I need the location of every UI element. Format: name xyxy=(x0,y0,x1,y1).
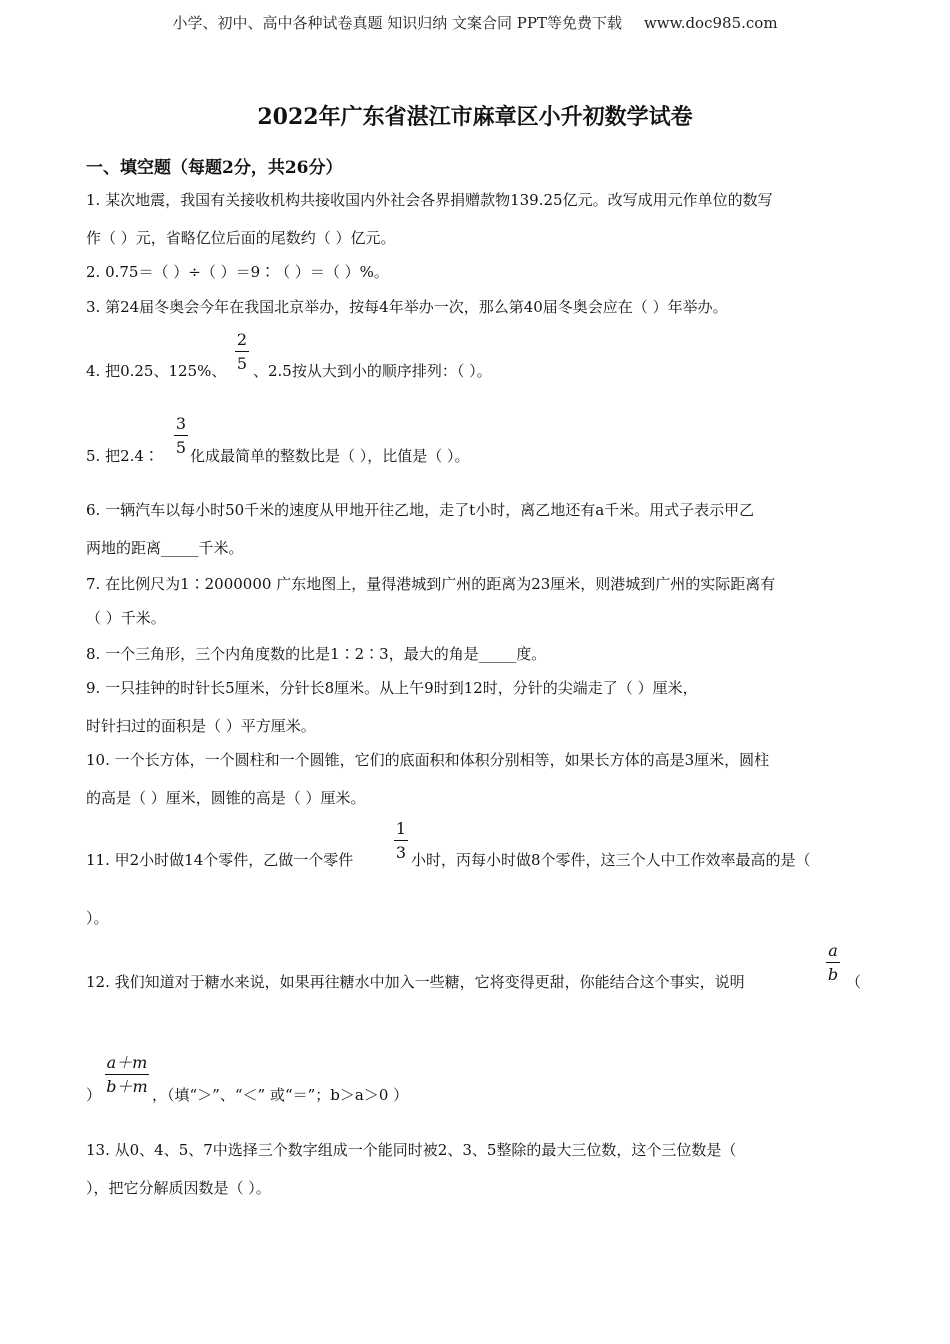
denominator: 5 xyxy=(175,438,187,457)
numerator: 1 xyxy=(395,819,407,838)
fraction-a-over-b xyxy=(824,942,842,984)
fraction-three-fifths xyxy=(172,415,190,457)
denominator: 5 xyxy=(236,354,248,373)
question-12-part-2: （ xyxy=(846,973,862,991)
question-13-line-2: ），把它分解质因数是（ ）。 xyxy=(86,1179,271,1197)
question-5-part-2: 化成最简单的整数比是（ ），比值是（ ）。 xyxy=(190,447,470,465)
fraction-a-plus-m-over-b-plus-m xyxy=(103,1054,151,1096)
question-1-line-2: 作（ ）元，省略亿位后面的尾数约（ ）亿元。 xyxy=(86,229,396,247)
section-heading: 一、填空题（每题2分，共26分） xyxy=(86,158,343,178)
fraction-two-fifths xyxy=(233,331,251,373)
question-12-part-1: 12. 我们知道对于糖水来说，如果再往糖水中加入一些糖，它将变得更甜，你能结合这个事实，说明 xyxy=(86,973,745,991)
question-10-line-1: 10. 一个长方体，一个圆柱和一个圆锥，它们的底面积和体积分别相等，如果长方体的高是3厘米，圆柱 xyxy=(86,751,770,769)
question-12-part-3: ） xyxy=(86,1086,102,1104)
denominator: 3 xyxy=(395,843,407,862)
question-11-part-3: ）。 xyxy=(86,909,109,927)
question-3: 3. 第24届冬奥会今年在我国北京举办，按每4年举办一次，那么第40届冬奥会应在（ ）年举办。 xyxy=(86,298,728,316)
question-8: 8. 一个三角形，三个内角度数的比是1∶2∶3，最大的角是_____度。 xyxy=(86,645,547,663)
denominator: b xyxy=(827,965,839,984)
question-7-line-1: 7. 在比例尺为1∶2000000 广东地图上，量得港城到广州的距离为23厘米，则港城到广州的实际距离有 xyxy=(86,575,776,593)
question-13-line-1: 13. 从0、4、5、7中选择三个数字组成一个能同时被2、3、5整除的最大三位数，这个三位数是（ xyxy=(86,1141,737,1159)
page-title: 2022年广东省湛江市麻章区小升初数学试卷 xyxy=(257,104,693,130)
question-9-line-2: 时针扫过的面积是（ ）平方厘米。 xyxy=(86,717,316,735)
numerator: 3 xyxy=(175,414,187,433)
question-11-part-1: 11. 甲2小时做14个零件，乙做一个零件 xyxy=(86,851,354,869)
denominator: b＋m xyxy=(106,1077,148,1096)
question-6-line-2: 两地的距离_____千米。 xyxy=(86,539,244,557)
question-1-line-1: 1. 某次地震，我国有关接收机构共接收国内外社会各界捐赠款物139.25亿元。改写成用元作单位的数写 xyxy=(86,191,773,209)
numerator: 2 xyxy=(236,330,248,349)
page-header xyxy=(0,12,950,33)
question-10-line-2: 的高是（ ）厘米，圆锥的高是（ ）厘米。 xyxy=(86,789,366,807)
question-9-line-1: 9. 一只挂钟的时针长5厘米，分针长8厘米。从上午9时到12时，分针的尖端走了（ ）厘米， xyxy=(86,679,698,697)
question-4-part-1: 4. 把0.25、125%、 xyxy=(86,362,227,380)
numerator: a xyxy=(828,941,838,960)
question-5-part-1: 5. 把2.4∶ xyxy=(86,447,159,465)
header-url[interactable]: www.doc985.com xyxy=(643,14,778,32)
question-7-line-2: （ ）千米。 xyxy=(86,609,166,627)
question-6-line-1: 6. 一辆汽车以每小时50千米的速度从甲地开往乙地，走了t小时，离乙地还有a千米。用式子表示甲乙 xyxy=(86,501,755,519)
question-11-part-2: 小时，丙每小时做8个零件，这三个人中工作效率最高的是（ xyxy=(411,851,811,869)
fraction-one-third xyxy=(392,820,410,862)
header-text: 小学、初中、高中各种试卷真题 知识归纳 文案合同 PPT等免费下载 xyxy=(172,14,622,32)
numerator: a＋m xyxy=(106,1053,148,1072)
question-4-part-2: 、2.5按从大到小的顺序排列：（ ）。 xyxy=(253,362,492,380)
question-2: 2. 0.75＝（ ）÷（ ）＝9∶（ ）＝（ ）%。 xyxy=(86,263,389,281)
question-12-part-4: ，（填“＞”、“＜” 或“＝”；b＞a＞0 ） xyxy=(152,1086,409,1104)
